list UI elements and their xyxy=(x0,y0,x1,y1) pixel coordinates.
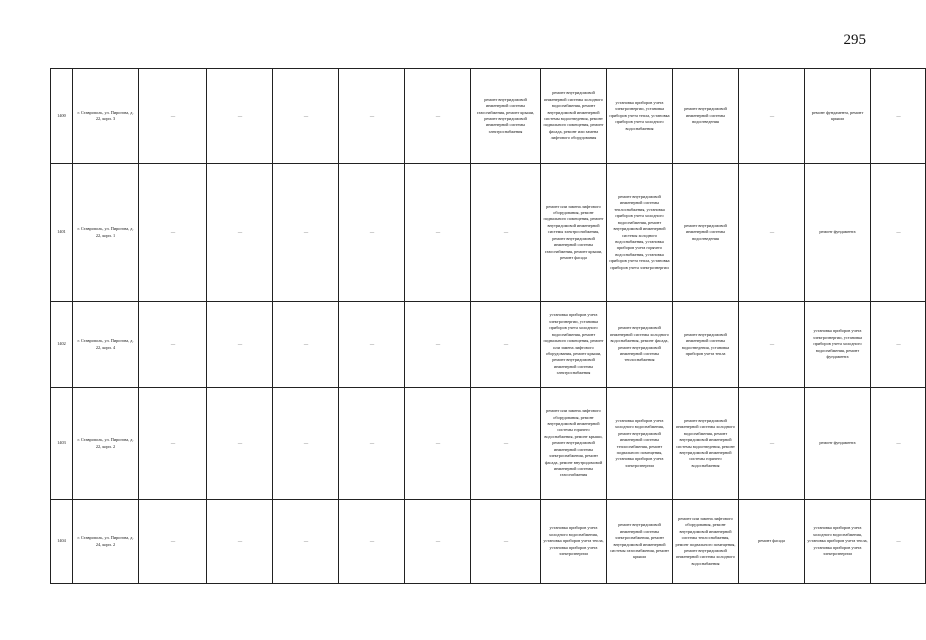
dash-cell: — xyxy=(871,69,926,164)
dash-cell: — xyxy=(207,302,273,388)
dash-cell: — xyxy=(871,388,926,500)
works-cell: ремонт внутридомовой инженерной системы водоотведения xyxy=(673,164,739,302)
row-number: 1404 xyxy=(51,500,73,584)
dash-cell: — xyxy=(273,302,339,388)
address-cell: г. Ставрополь, ул. Пирогова, д. 22, корп. 2 xyxy=(73,388,139,500)
works-cell: установка приборов учета холодного водоснабжения, установка приборов учета тепла, установка приборов учета электроэнергии xyxy=(541,500,607,584)
dash-cell: — xyxy=(139,388,207,500)
dash-cell: — xyxy=(139,302,207,388)
dash-cell: — xyxy=(471,302,541,388)
row-number: 1403 xyxy=(51,388,73,500)
works-cell: ремонт внутридомовой инженерной системы теплоснабжения, установка приборов учета холодного водоснабжения, ремонт внутридомовой инженерной системы холодного водоснабжения, установка приборов учета горячего водоснабжения, установка приборов учета тепла, установка приборов учета электроэнергии xyxy=(607,164,673,302)
dash-cell: — xyxy=(739,69,805,164)
dash-cell: — xyxy=(339,388,405,500)
works-cell: ремонт фундамента xyxy=(805,164,871,302)
dash-cell: — xyxy=(273,69,339,164)
dash-cell: — xyxy=(339,500,405,584)
table-row xyxy=(51,164,926,302)
works-cell: ремонт фундамента xyxy=(805,388,871,500)
dash-cell: — xyxy=(339,69,405,164)
works-cell: ремонт внутридомовой инженерной системы газоснабжения, ремонт крыши, ремонт внутридомовой инженерной системы электроснабжения xyxy=(471,69,541,164)
works-cell: ремонт внутридомовой инженерной системы холодного водоснабжения, ремонт фасада, ремонт внутридомовой инженерной системы теплоснабжения xyxy=(607,302,673,388)
dash-cell: — xyxy=(339,302,405,388)
works-cell: ремонт или замена лифтового оборудования, ремонт внутридомовой инженерной системы теплоснабжения, ремонт подвального помещения, ремонт внутридомовой инженерной системы холодного водоснабжения xyxy=(673,500,739,584)
dash-cell: — xyxy=(739,302,805,388)
row-number: 1401 xyxy=(51,164,73,302)
dash-cell: — xyxy=(871,164,926,302)
address-cell: г. Ставрополь, ул. Пирогова, д. 22, корп. 4 xyxy=(73,302,139,388)
dash-cell: — xyxy=(739,388,805,500)
address-cell: г. Ставрополь, ул. Пирогова, д. 22, корп. 3 xyxy=(73,69,139,164)
dash-cell: — xyxy=(871,302,926,388)
repair-schedule-table xyxy=(50,68,926,584)
table-row xyxy=(51,302,926,388)
table-row xyxy=(51,500,926,584)
works-cell: ремонт внутридомовой инженерной системы электроснабжения, ремонт внутридомовой инженерной системы газоснабжения, ремонт крыши xyxy=(607,500,673,584)
works-cell: установка приборов учета холодного водоснабжения, установка приборов учета тепла, установка приборов учета электроэнергии xyxy=(805,500,871,584)
dash-cell: — xyxy=(405,164,471,302)
dash-cell: — xyxy=(471,388,541,500)
address-cell: г. Ставрополь, ул. Пирогова, д. 22, корп. 1 xyxy=(73,164,139,302)
dash-cell: — xyxy=(273,388,339,500)
works-cell: ремонт или замена лифтового оборудования, ремонт подвального помещения, ремонт внутридомовой инженерной системы электроснабжения, ремонт внутридомовой инженерной системы газоснабжения, ремонт крыши, ремонт фасада xyxy=(541,164,607,302)
dash-cell: — xyxy=(405,500,471,584)
works-cell: ремонт или замена лифтового оборудования, ремонт внутридомовой инженерной системы горячего водоснабжения, ремонт крыши, ремонт внутридомовой инженерной системы электроснабжения, ремонт фасада, ремонт внутридомовой инженерной системы газоснабжения xyxy=(541,388,607,500)
dash-cell: — xyxy=(273,164,339,302)
row-number: 1402 xyxy=(51,302,73,388)
table-row xyxy=(51,388,926,500)
works-cell: установка приборов учета холодного водоснабжения, ремонт внутридомовой инженерной системы теплоснабжения, ремонт подвального помещения, установка приборов учета электроэнергии xyxy=(607,388,673,500)
dash-cell: — xyxy=(273,500,339,584)
works-cell: ремонт фундамента, ремонт крыши xyxy=(805,69,871,164)
dash-cell: — xyxy=(339,164,405,302)
works-cell: установка приборов учета электроэнергии, установка приборов учета тепла, установка приборов учета холодного водоснабжения xyxy=(607,69,673,164)
works-cell: ремонт внутридомовой инженерной системы холодного водоснабжения, ремонт внутридомовой инженерной системы водоотведения, ремонт подвального помещения, ремонт фасада, ремонт или замена лифтового оборудования xyxy=(541,69,607,164)
dash-cell: — xyxy=(405,302,471,388)
dash-cell: — xyxy=(471,500,541,584)
dash-cell: — xyxy=(207,164,273,302)
dash-cell: — xyxy=(405,69,471,164)
works-cell: ремонт внутридомовой инженерной системы водоотведения, установка приборов учета тепла xyxy=(673,302,739,388)
table-row xyxy=(51,69,926,164)
works-cell: ремонт фасада xyxy=(739,500,805,584)
dash-cell: — xyxy=(207,500,273,584)
works-cell: ремонт внутридомовой инженерной системы водоотведения xyxy=(673,69,739,164)
dash-cell: — xyxy=(871,500,926,584)
dash-cell: — xyxy=(739,164,805,302)
works-cell: установка приборов учета электроэнергии, установка приборов учета холодного водоснабжения, ремонт подвального помещения, ремонт или замена лифтового оборудования, ремонт крыши, ремонт внутридомовой инженерной системы электроснабжения xyxy=(541,302,607,388)
dash-cell: — xyxy=(207,69,273,164)
works-cell: установка приборов учета электроэнергии, установка приборов учета холодного водоснабжения, ремонт фундамента xyxy=(805,302,871,388)
works-cell: ремонт внутридомовой инженерной системы холодного водоснабжения, ремонт внутридомовой инженерной системы водоотведения, ремонт внутридомовой инженерной системы горячего водоснабжения xyxy=(673,388,739,500)
dash-cell: — xyxy=(139,164,207,302)
dash-cell: — xyxy=(471,164,541,302)
row-number: 1400 xyxy=(51,69,73,164)
dash-cell: — xyxy=(405,388,471,500)
address-cell: г. Ставрополь, ул. Пирогова, д. 24, корп. 2 xyxy=(73,500,139,584)
dash-cell: — xyxy=(139,500,207,584)
dash-cell: — xyxy=(139,69,207,164)
page-number: 295 xyxy=(843,32,866,48)
dash-cell: — xyxy=(207,388,273,500)
